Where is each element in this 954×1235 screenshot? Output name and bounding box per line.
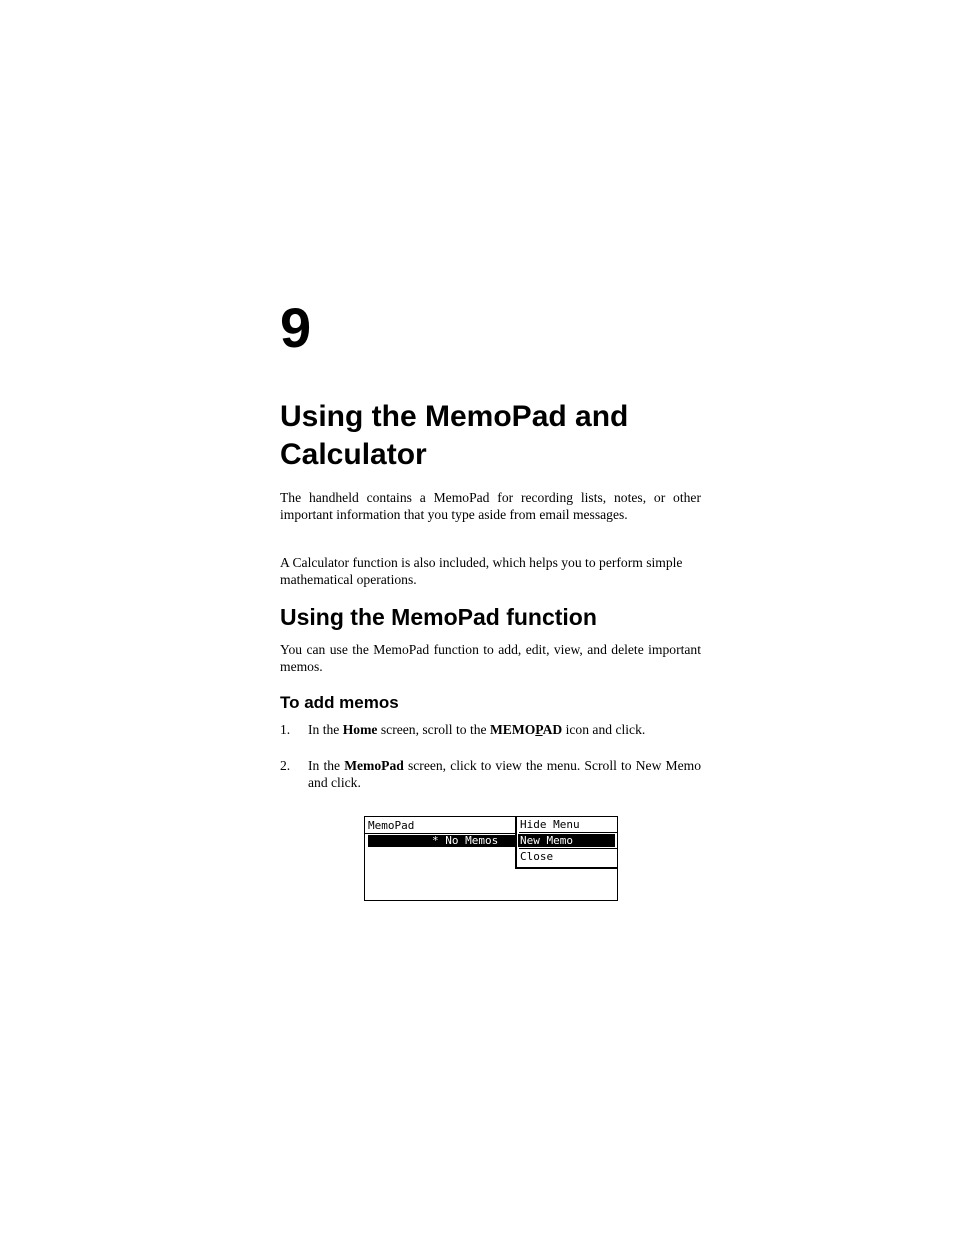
menu-divider-2 [519, 848, 617, 849]
chapter-title-line2: Calculator [280, 438, 427, 471]
step-2-text [308, 757, 701, 791]
step-1 [280, 721, 701, 738]
menu-item-new-memo[interactable]: New Memo [518, 834, 615, 847]
step-1-memopad [490, 722, 562, 737]
device-list-row-text: * No Memos [432, 835, 499, 847]
device-title-divider [365, 833, 515, 834]
menu-divider [519, 832, 617, 833]
menu-item-hide-menu[interactable]: Hide Menu [520, 818, 580, 831]
step-1-memopad-a: MEMO [489, 722, 536, 737]
step-1-home: Home [342, 722, 378, 737]
step-2-number: 2. [280, 758, 291, 773]
menu-item-close[interactable]: Close [520, 850, 554, 863]
step-1-post: icon and click. [562, 722, 646, 737]
step-2 [280, 757, 701, 791]
chapter-title [280, 398, 720, 474]
chapter-number: 9 [280, 296, 312, 359]
step-1-mid: screen, scroll to the [377, 722, 490, 737]
chapter-title-line1: Using the MemoPad and [280, 400, 629, 433]
device-list-row[interactable] [368, 835, 518, 847]
intro-paragraph-1: The handheld contains a MemoPad for recording lists, notes, or other important information that you type aside from email messages. [280, 490, 701, 522]
step-2-post: screen, click to view the menu. Scroll to New Memo and click. [308, 758, 701, 790]
step-2-pre: In the [308, 758, 345, 773]
intro-paragraph-2: A Calculator function is also included, which helps you to perform simple mathematical operations. [280, 555, 683, 587]
step-2-memopad: MemoPad [344, 758, 404, 773]
device-menu [515, 817, 618, 869]
step-1-memopad-b: AD [542, 722, 563, 737]
subsection-title: To add memos [280, 693, 399, 712]
device-app-title: MemoPad [368, 819, 415, 832]
step-1-memopad-u: P [535, 722, 543, 737]
device-screenshot [364, 816, 618, 901]
section-title: Using the MemoPad function [280, 604, 597, 630]
section-paragraph: You can use the MemoPad function to add, edit, view, and delete important memos. [280, 642, 701, 674]
step-1-pre: In the [308, 722, 343, 737]
step-1-number: 1. [280, 722, 291, 737]
step-1-text [308, 721, 701, 738]
